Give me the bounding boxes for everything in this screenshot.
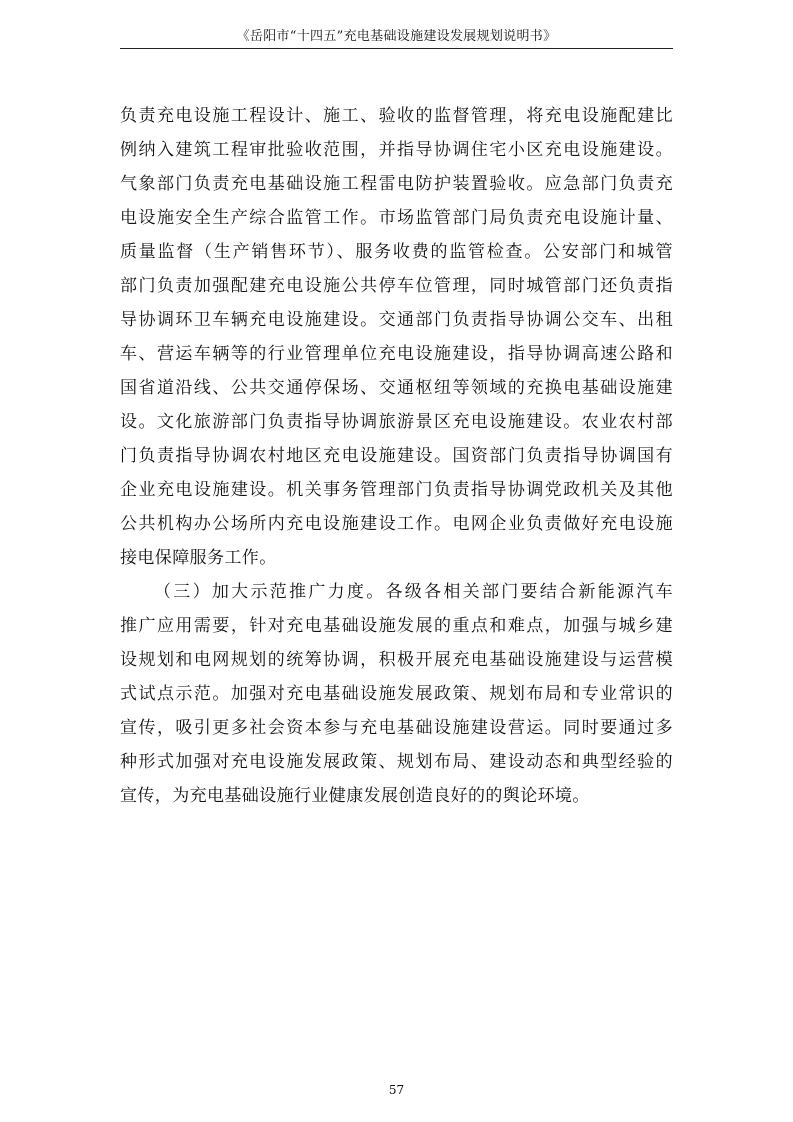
text-line: 电设施安全生产综合监管工作。市场监管部门局负责充电设施计量、 <box>120 208 673 228</box>
text-line: 宣传，吸引更多社会资本参与充电基础设施建设营运。同时要通过多 <box>120 718 673 738</box>
body-text <box>120 99 673 813</box>
text-line: 部门负责加强配建充电设施公共停车位管理，同时城管部门还负责指 <box>120 276 673 296</box>
text-line: 导协调环卫车辆充电设施建设。交通部门负责指导协调公交车、出租 <box>120 310 673 330</box>
text-line: 设。文化旅游部门负责指导协调旅游景区充电设施建设。农业农村部 <box>120 412 673 432</box>
page-number: 57 <box>388 1083 405 1097</box>
text-line: 设规划和电网规划的统筹协调，积极开展充电基础设施建设与运营模 <box>120 650 673 670</box>
text-line: 车、营运车辆等的行业管理单位充电设施建设，指导协调高速公路和 <box>120 344 673 364</box>
section-heading-line: （三）加大示范推广力度。各级各相关部门要结合新能源汽车 <box>154 582 673 602</box>
text-line: 推广应用需要，针对充电基础设施发展的重点和难点，加强与城乡建 <box>120 616 673 636</box>
paragraph-end-line: 接电保障服务工作。 <box>120 548 277 568</box>
text-line: 负责充电设施工程设计、施工、验收的监督管理，将充电设施配建比 <box>120 106 673 126</box>
header-rule <box>120 48 673 49</box>
text-line: 式试点示范。加强对充电基础设施发展政策、规划布局和专业常识的 <box>120 684 673 704</box>
text-line: 公共机构办公场所内充电设施建设工作。电网企业负责做好充电设施 <box>120 514 673 534</box>
text-line: 气象部门负责充电基础设施工程雷电防护装置验收。应急部门负责充 <box>120 174 673 194</box>
paragraph-end-line: 宣传，为充电基础设施行业健康发展创造良好的的舆论环境。 <box>120 786 590 806</box>
text-line: 国省道沿线、公共交通停保场、交通枢纽等领域的充换电基础设施建 <box>120 378 673 398</box>
text-line: 企业充电设施建设。机关事务管理部门负责指导协调党政机关及其他 <box>120 480 673 500</box>
text-line: 质量监督（生产销售环节）、服务收费的监管检查。公安部门和城管 <box>120 242 673 262</box>
text-line: 种形式加强对充电设施发展政策、规划布局、建设动态和典型经验的 <box>120 752 673 772</box>
page-header: 《岳阳市“十四五”充电基础设施建设发展规划说明书》 <box>236 29 557 44</box>
text-line: 例纳入建筑工程审批验收范围，并指导协调住宅小区充电设施建设。 <box>120 140 673 160</box>
text-line: 门负责指导协调农村地区充电设施建设。国资部门负责指导协调国有 <box>120 446 673 466</box>
